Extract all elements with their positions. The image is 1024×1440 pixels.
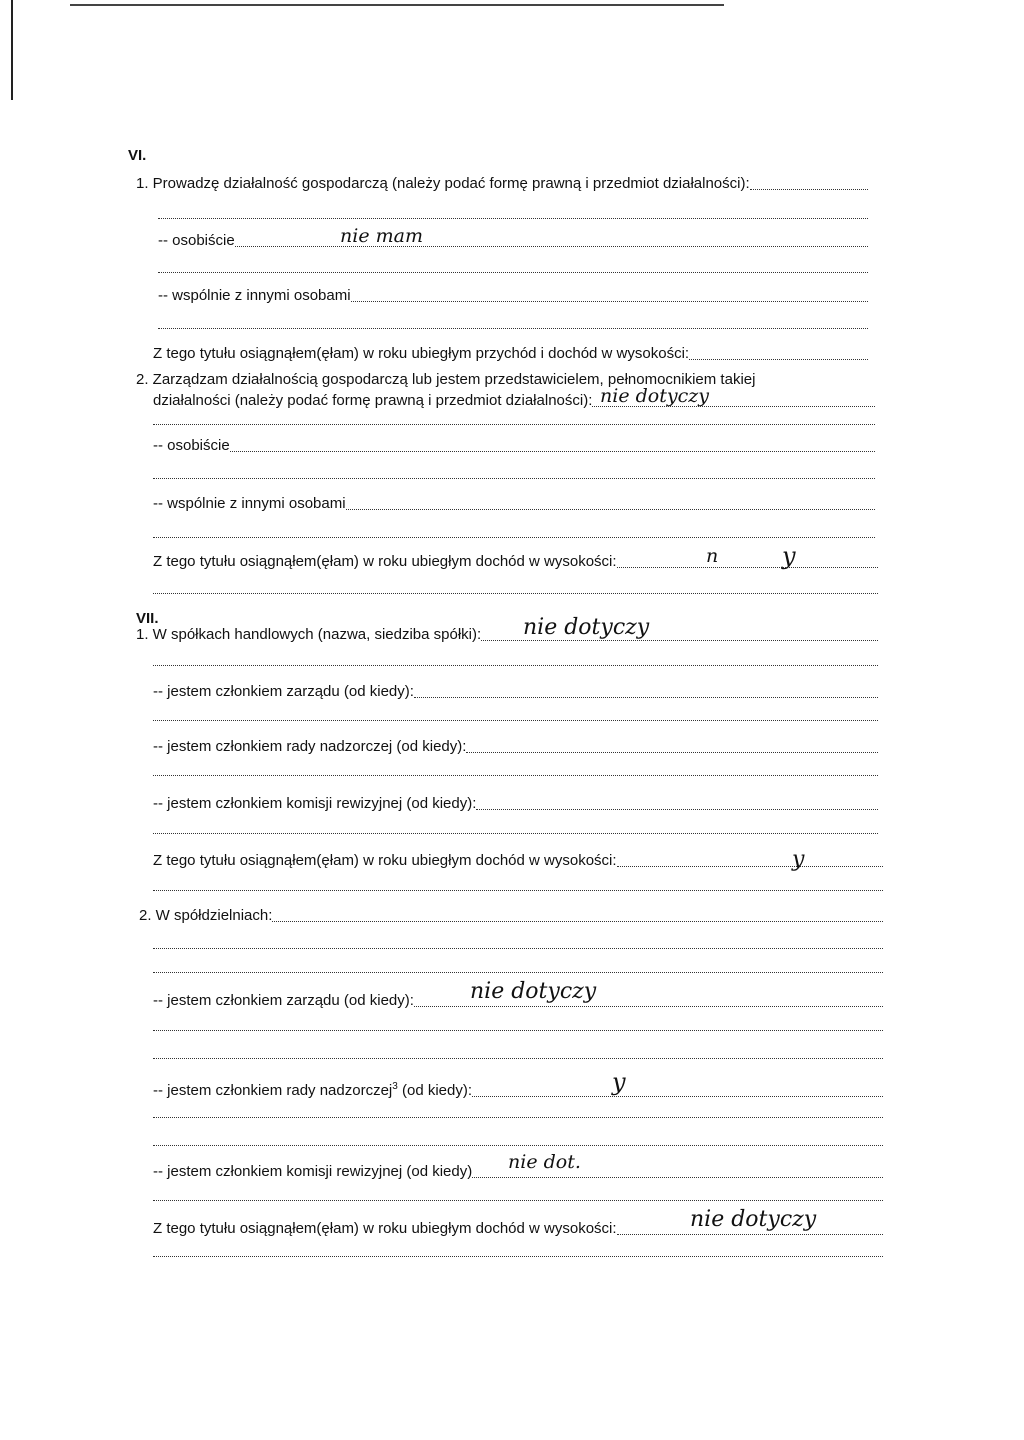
handwritten-answer: y (612, 1068, 626, 1096)
dotted-line (153, 1030, 883, 1031)
vii-item1-income-row (153, 847, 883, 872)
vii-item1-board-label: -- jestem członkiem zarządu (od kiedy): (153, 683, 414, 700)
vii-item1-text-row (136, 626, 878, 644)
vi-item2-personally-label: -- osobiście (153, 437, 230, 454)
vi-item2-jointly-row (153, 495, 875, 513)
dotted-line (153, 1256, 883, 1257)
vi-item1-text-row (136, 175, 868, 193)
vi-item1-text: 1. Prowadzę działalność gospodarczą (należy podać formę prawną i przedmiot działalności): (136, 175, 750, 192)
dotted-line (158, 328, 868, 329)
vii-item2-income-label: Z tego tytułu osiągnąłem(ęłam) w roku ubiegłym dochód w wysokości: (153, 1220, 617, 1237)
dotted-line (153, 775, 878, 776)
vii-item2-text-row (139, 907, 883, 925)
dotted-line (158, 218, 868, 219)
dotted-line (153, 833, 878, 834)
handwritten-answer: nie mam (340, 225, 423, 247)
dotted-line (153, 890, 883, 891)
dotted-line (153, 972, 883, 973)
handwritten-answer: nie dot. (508, 1151, 581, 1173)
top-border-line (70, 4, 724, 6)
dotted-line (158, 272, 868, 273)
dotted-line (153, 1058, 883, 1059)
vii-item1-board-row (153, 683, 878, 701)
vii-item2-audit-label: -- jestem członkiem komisji rewizyjnej (od kiedy) (153, 1163, 473, 1180)
dotted-line (153, 1145, 883, 1146)
dotted-line (153, 1200, 883, 1201)
vii-item2-board-label: -- jestem członkiem zarządu (od kiedy): (153, 992, 414, 1009)
dotted-line (153, 665, 878, 666)
left-margin-mark (11, 0, 13, 100)
dotted-line (153, 424, 875, 425)
dotted-line (153, 478, 875, 479)
dotted-line (153, 593, 878, 594)
vi-item1-income-label: Z tego tytułu osiągnąłem(ęłam) w roku ubiegłym przychód i dochód w wysokości: (153, 345, 690, 362)
vii-item1-text: 1. W spółkach handlowych (nazwa, siedziba spółki): (136, 626, 482, 643)
vi-item1-income-row (153, 345, 868, 363)
handwritten-answer: nie dotyczy (600, 385, 709, 407)
vi-item1-jointly-label: -- wspólnie z innymi osobami (158, 287, 351, 304)
handwritten-answer: nie dotyczy (470, 979, 597, 1004)
vi-item1-personally-label: -- osobiście (158, 232, 235, 249)
handwritten-answer: y (782, 542, 796, 570)
handwritten-answer: n (706, 545, 719, 567)
handwritten-answer: nie dotyczy (523, 615, 650, 640)
vii-item2-supervisory-row (153, 1078, 883, 1100)
vi-item1-personally-row (158, 232, 868, 250)
vi-item2-jointly-label: -- wspólnie z innymi osobami (153, 495, 346, 512)
vi-item2-text-line2: działalności (należy podać formę prawną i przedmiot działalności): (153, 392, 593, 409)
handwritten-answer: nie dotyczy (690, 1207, 817, 1232)
vii-item1-supervisory-label: -- jestem członkiem rady nadzorczej (od kiedy): (153, 738, 467, 755)
vi-item2-income-label: Z tego tytułu osiągnąłem(ęłam) w roku ubiegłym dochód w wysokości: (153, 553, 617, 570)
section-vii-heading: VII. (136, 610, 159, 627)
vii-item2-text: 2. W spółdzielniach: (139, 907, 273, 924)
vi-item2-text-line1: 2. Zarządzam działalnością gospodarczą lub jestem przedstawicielem, pełnomocnikiem takiej (136, 371, 756, 388)
vi-item2-income-row (153, 553, 878, 571)
vii-item1-supervisory-row (153, 738, 878, 756)
handwritten-answer: y (792, 847, 805, 872)
vi-item2-text-row (153, 392, 875, 410)
dotted-line (153, 720, 878, 721)
section-vi-heading: VI. (128, 147, 147, 164)
vii-item1-income-label: Z tego tytułu osiągnąłem(ęłam) w roku ubiegłym dochód w wysokości: (153, 852, 617, 869)
vii-item1-audit-row (153, 795, 878, 813)
vii-item1-audit-label: -- jestem członkiem komisji rewizyjnej (od kiedy): (153, 795, 477, 812)
vi-item2-personally-row (153, 437, 875, 455)
dotted-line (153, 1117, 883, 1118)
dotted-line (153, 537, 875, 538)
vii-item2-supervisory-label: -- jestem członkiem rady nadzorczej$^3$ (od kiedy): (153, 1081, 473, 1099)
dotted-line (153, 948, 883, 949)
vi-item1-jointly-row (158, 287, 868, 305)
